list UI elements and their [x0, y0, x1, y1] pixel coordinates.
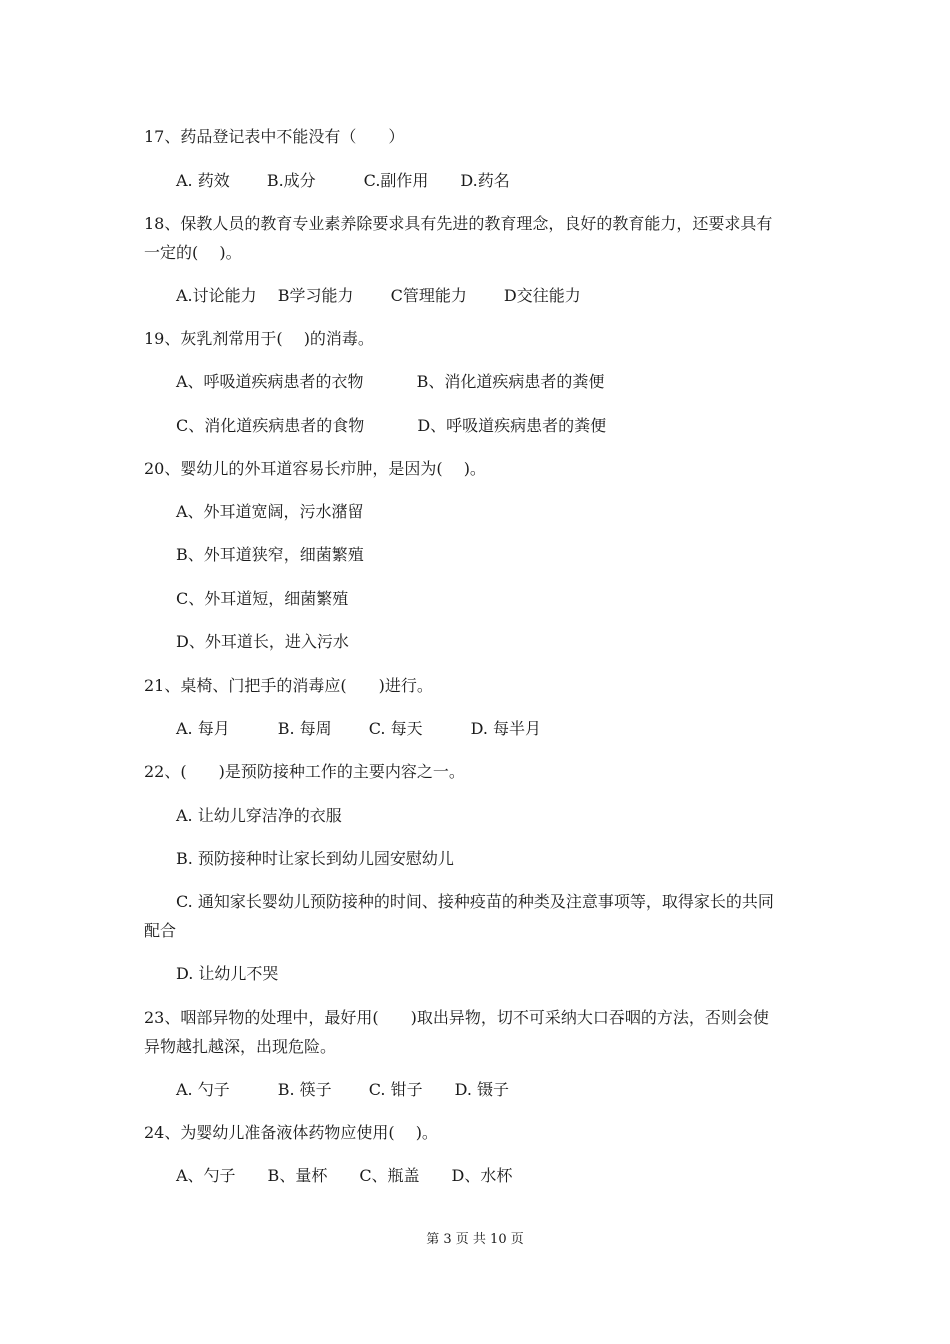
- question-20-text: 20、婴幼儿的外耳道容易长疖肿，是因为( )。: [144, 459, 486, 478]
- page-footer: 第 3 页 共 10 页: [426, 1232, 524, 1247]
- question-22-option-c-continuation: 配合: [144, 921, 177, 940]
- question-23-text: 23、咽部异物的处理中，最好用( )取出异物，切不可采纳大口吞咽的方法，否则会使: [144, 1008, 769, 1027]
- question-19-options-ab: A、呼吸道疾病患者的衣物 B、消化道疾病患者的粪便: [176, 372, 605, 391]
- question-24-options: A、勺子 B、量杯 C、瓶盖 D、水杯: [176, 1166, 513, 1185]
- question-23-continuation: 异物越扎越深，出现危险。: [144, 1037, 337, 1056]
- question-22-option-d: D. 让幼儿不哭: [176, 964, 279, 983]
- question-19-text: 19、灰乳剂常用于( )的消毒。: [144, 329, 374, 348]
- question-20-option-c: C、外耳道短，细菌繁殖: [176, 589, 349, 608]
- question-17-options: A. 药效 B.成分 C.副作用 D.药名: [176, 171, 510, 190]
- question-18-text: 18、保教人员的教育专业素养除要求具有先进的教育理念，良好的教育能力，还要求具有: [144, 214, 773, 233]
- question-21-options: A. 每月 B. 每周 C. 每天 D. 每半月: [176, 719, 542, 738]
- question-20-option-b: B、外耳道狭窄，细菌繁殖: [176, 545, 364, 564]
- question-19-options-cd: C、消化道疾病患者的食物 D、呼吸道疾病患者的粪便: [176, 416, 607, 435]
- question-22-option-b: B. 预防接种时让家长到幼儿园安慰幼儿: [176, 849, 454, 868]
- question-20-option-a: A、外耳道宽阔，污水潴留: [176, 502, 364, 521]
- question-22-text: 22、( )是预防接种工作的主要内容之一。: [144, 762, 465, 781]
- question-20-option-d: D、外耳道长，进入污水: [176, 632, 349, 651]
- question-18-options: A.讨论能力 B学习能力 C管理能力 D交往能力: [176, 286, 581, 305]
- question-22-option-a: A. 让幼儿穿洁净的衣服: [176, 806, 342, 825]
- question-23-options: A. 勺子 B. 筷子 C. 钳子 D. 镊子: [176, 1080, 510, 1099]
- question-18-continuation: 一定的( )。: [144, 243, 242, 262]
- question-22-option-c: C. 通知家长婴幼儿预防接种的时间、接种疫苗的种类及注意事项等，取得家长的共同: [176, 892, 774, 911]
- question-17-text: 17、药品登记表中不能没有（ ）: [144, 127, 405, 146]
- question-24-text: 24、为婴幼儿准备液体药物应使用( )。: [144, 1123, 438, 1142]
- question-21-text: 21、桌椅、门把手的消毒应( )进行。: [144, 676, 433, 695]
